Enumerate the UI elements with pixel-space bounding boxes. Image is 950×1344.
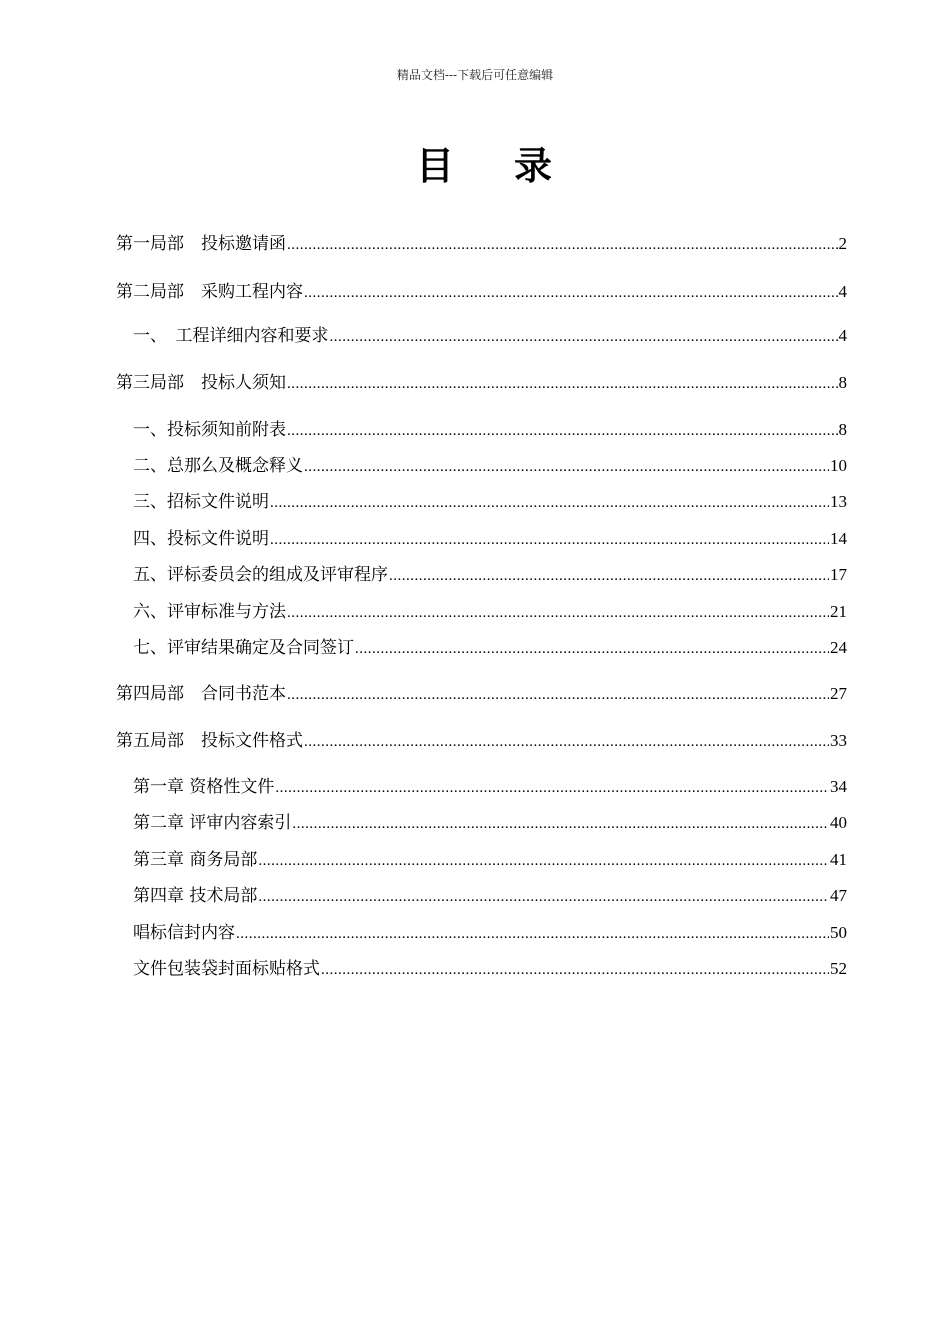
toc-dot-leader bbox=[270, 528, 829, 552]
toc-entry-label: 七、评审结果确定及合同签订 bbox=[133, 638, 354, 658]
toc-entry-label: 三、招标文件说明 bbox=[133, 492, 269, 512]
toc-entry-label: 五、评标委员会的组成及评审程序 bbox=[133, 565, 388, 585]
toc-entry-label: 一、投标须知前附表 bbox=[133, 420, 286, 440]
toc-dot-leader bbox=[287, 683, 829, 707]
toc-dot-leader bbox=[389, 564, 829, 588]
toc-entry[interactable] bbox=[133, 324, 847, 348]
toc-entry-label: 第一局部 投标邀请函 bbox=[116, 234, 286, 254]
toc-entry-label: 第二章 评审内容索引 bbox=[133, 813, 292, 833]
toc-entry[interactable] bbox=[133, 563, 847, 587]
toc-title-char-2: 录 bbox=[514, 143, 555, 188]
toc-entry[interactable] bbox=[116, 280, 847, 304]
toc-dot-leader bbox=[258, 885, 829, 909]
toc-entry-page: 2 bbox=[838, 234, 847, 253]
toc-entry[interactable] bbox=[133, 527, 847, 551]
toc-dot-leader bbox=[275, 776, 829, 800]
toc-dot-leader bbox=[321, 958, 829, 982]
toc-entry-page: 27 bbox=[830, 684, 847, 703]
toc-entry-page: 24 bbox=[830, 638, 847, 657]
toc-entry-page: 4 bbox=[838, 282, 847, 301]
toc-entry-label: 第三局部 投标人须知 bbox=[116, 373, 286, 393]
toc-dot-leader bbox=[258, 849, 829, 873]
page-header-note: 精品文档---下载后可任意编辑 bbox=[396, 68, 554, 82]
toc-entry-page: 50 bbox=[830, 923, 847, 942]
toc-dot-leader bbox=[304, 455, 829, 479]
toc-entry-page: 13 bbox=[830, 492, 847, 511]
toc-entry-page: 34 bbox=[830, 777, 847, 796]
toc-entry-page: 41 bbox=[830, 850, 847, 869]
toc-dot-leader bbox=[330, 325, 838, 349]
toc-dot-leader bbox=[287, 372, 838, 396]
toc-dot-leader bbox=[236, 922, 829, 946]
toc-title-char-1: 目 bbox=[415, 143, 456, 188]
toc-entry-label: 四、投标文件说明 bbox=[133, 529, 269, 549]
toc-entry-label: 唱标信封内容 bbox=[133, 923, 235, 943]
toc-dot-leader bbox=[270, 491, 829, 515]
toc-entry-page: 14 bbox=[830, 529, 847, 548]
toc-entry-label: 文件包装袋封面标贴格式 bbox=[133, 959, 320, 979]
toc-entry-page: 47 bbox=[830, 886, 847, 905]
toc-entry[interactable] bbox=[116, 682, 847, 706]
toc-entry[interactable] bbox=[116, 371, 847, 395]
toc-dot-leader bbox=[304, 730, 829, 754]
toc-entry[interactable] bbox=[116, 232, 847, 256]
toc-dot-leader bbox=[287, 419, 838, 443]
toc-entry[interactable] bbox=[133, 884, 847, 908]
toc-entry[interactable] bbox=[133, 921, 847, 945]
toc-entry-page: 8 bbox=[838, 373, 847, 392]
toc-entry-page: 52 bbox=[830, 959, 847, 978]
toc-dot-leader bbox=[287, 601, 829, 625]
toc-entry-label: 二、总那么及概念释义 bbox=[133, 456, 303, 476]
toc-entry-page: 21 bbox=[830, 602, 847, 621]
toc-entry-label: 第四局部 合同书范本 bbox=[116, 684, 286, 704]
toc-entry-page: 40 bbox=[830, 813, 847, 832]
toc-dot-leader bbox=[292, 812, 829, 836]
toc-entry-label: 第四章 技术局部 bbox=[133, 886, 258, 906]
toc-entry[interactable] bbox=[133, 454, 847, 478]
toc-entry[interactable] bbox=[133, 957, 847, 981]
toc-entry-label: 六、评审标准与方法 bbox=[133, 602, 286, 622]
toc-entry[interactable] bbox=[133, 811, 847, 835]
toc-entry-page: 17 bbox=[830, 565, 847, 584]
toc-entry[interactable] bbox=[116, 729, 847, 753]
toc-entry-page: 33 bbox=[830, 731, 847, 750]
toc-entry-label: 第五局部 投标文件格式 bbox=[116, 731, 303, 751]
toc-dot-leader bbox=[287, 233, 838, 257]
toc-entry-page: 8 bbox=[838, 420, 847, 439]
toc-entry-page: 4 bbox=[838, 326, 847, 345]
toc-entry-label: 一、 工程详细内容和要求 bbox=[133, 326, 329, 346]
toc-entry[interactable] bbox=[133, 418, 847, 442]
toc-entry[interactable] bbox=[133, 600, 847, 624]
toc-entry-label: 第二局部 采购工程内容 bbox=[116, 282, 303, 302]
toc-entry[interactable] bbox=[133, 636, 847, 660]
toc-entry[interactable] bbox=[133, 490, 847, 514]
toc-entry-page: 10 bbox=[830, 456, 847, 475]
toc-dot-leader bbox=[355, 637, 829, 661]
toc-entry-label: 第一章 资格性文件 bbox=[133, 777, 275, 797]
toc-dot-leader bbox=[304, 281, 838, 305]
toc-entry[interactable] bbox=[133, 775, 847, 799]
toc-entry[interactable] bbox=[133, 848, 847, 872]
toc-entry-label: 第三章 商务局部 bbox=[133, 850, 258, 870]
